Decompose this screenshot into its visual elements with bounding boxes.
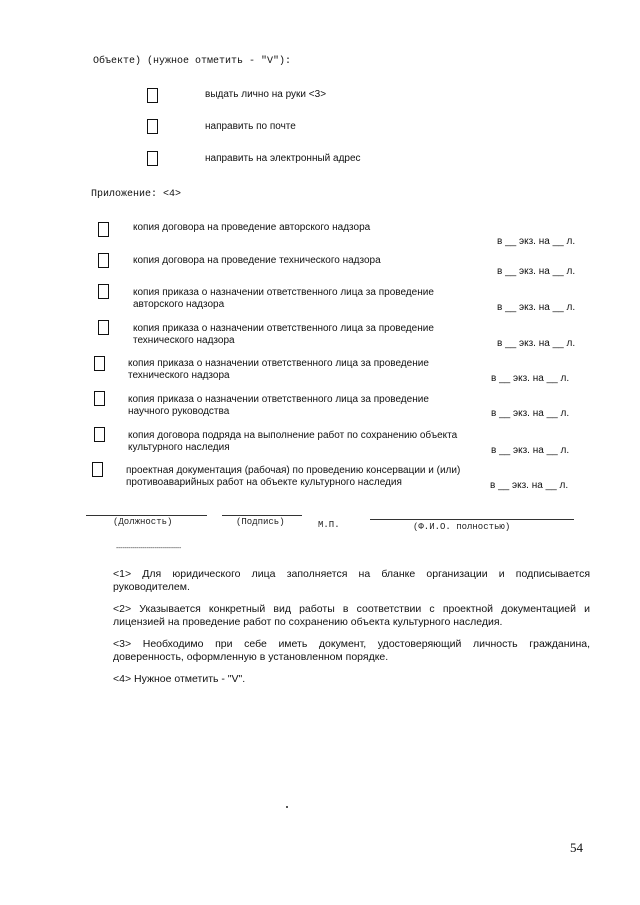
- header-line: Объекте) (нужное отметить - "V"):: [93, 56, 292, 67]
- name-line: [370, 519, 574, 520]
- attachment-checkbox[interactable]: [92, 462, 103, 477]
- scan-dot: [286, 806, 288, 808]
- attachment-qty: в __ экз. на __ л.: [497, 266, 576, 277]
- position-line: [86, 515, 207, 516]
- footnote-1: <1> Для юридического лица заполняется на бланке организации и подписывается руководителем.: [113, 568, 590, 593]
- footnote-separator: --------------------------------: [116, 545, 181, 552]
- footnote-3: <3> Необходимо при себе иметь документ, удостоверяющий личность гражданина, доверенность, оформленную в установленном порядке.: [113, 638, 590, 663]
- attachment-checkbox[interactable]: [94, 356, 105, 371]
- delivery-option-label: направить на электронный адрес: [205, 153, 361, 164]
- attachment-text: копия приказа о назначении ответственного лица за проведение технического надзора: [128, 358, 429, 381]
- attachment-qty: в __ экз. на __ л.: [491, 373, 570, 384]
- signature-line: [222, 515, 302, 516]
- signature-caption: (Подпись): [236, 517, 285, 527]
- attachment-checkbox[interactable]: [94, 427, 105, 442]
- attachment-qty: в __ экз. на __ л.: [491, 445, 570, 456]
- attachment-checkbox[interactable]: [98, 320, 109, 335]
- stamp-caption: М.П.: [318, 520, 340, 530]
- attachment-text: копия приказа о назначении ответственного лица за проведение технического надзора: [133, 323, 434, 346]
- attachment-text: копия договора подряда на выполнение работ по сохранению объекта культурного наследия: [128, 430, 458, 453]
- attachment-text: проектная документация (рабочая) по проведению консервации и (или) противоаварийных работ на объекте культурного наследия: [126, 465, 461, 488]
- attachment-qty: в __ экз. на __ л.: [497, 302, 576, 313]
- attachment-text: копия приказа о назначении ответственного лица за проведение научного руководства: [128, 394, 429, 417]
- attachments-heading: Приложение: <4>: [91, 189, 182, 200]
- delivery-option-checkbox-email[interactable]: [147, 151, 158, 166]
- attachment-qty: в __ экз. на __ л.: [497, 236, 576, 247]
- attachment-checkbox[interactable]: [98, 284, 109, 299]
- attachment-checkbox[interactable]: [94, 391, 105, 406]
- attachment-qty: в __ экз. на __ л.: [497, 338, 576, 349]
- attachment-checkbox[interactable]: [98, 222, 109, 237]
- attachment-text: копия договора на проведение авторского надзора: [133, 222, 371, 233]
- attachment-qty: в __ экз. на __ л.: [491, 408, 570, 419]
- page-number: 54: [570, 840, 583, 855]
- delivery-option-label: выдать лично на руки <3>: [205, 89, 327, 100]
- attachment-text: копия приказа о назначении ответственного лица за проведение авторского надзора: [133, 287, 434, 310]
- attachment-text: копия договора на проведение технического надзора: [133, 255, 381, 266]
- position-caption: (Должность): [113, 517, 173, 527]
- delivery-option-checkbox-post[interactable]: [147, 119, 158, 134]
- attachment-checkbox[interactable]: [98, 253, 109, 268]
- delivery-option-checkbox-in-person[interactable]: [147, 88, 158, 103]
- attachment-qty: в __ экз. на __ л.: [490, 480, 569, 491]
- footnote-4: <4> Нужное отметить - "V".: [113, 673, 246, 685]
- delivery-option-label: направить по почте: [205, 121, 296, 132]
- name-caption: (Ф.И.О. полностью): [413, 522, 511, 532]
- footnote-2: <2> Указывается конкретный вид работы в соответствии с проектной документацией и лицензией на проведение работ по сохранению объекта культурного наследия.: [113, 603, 590, 628]
